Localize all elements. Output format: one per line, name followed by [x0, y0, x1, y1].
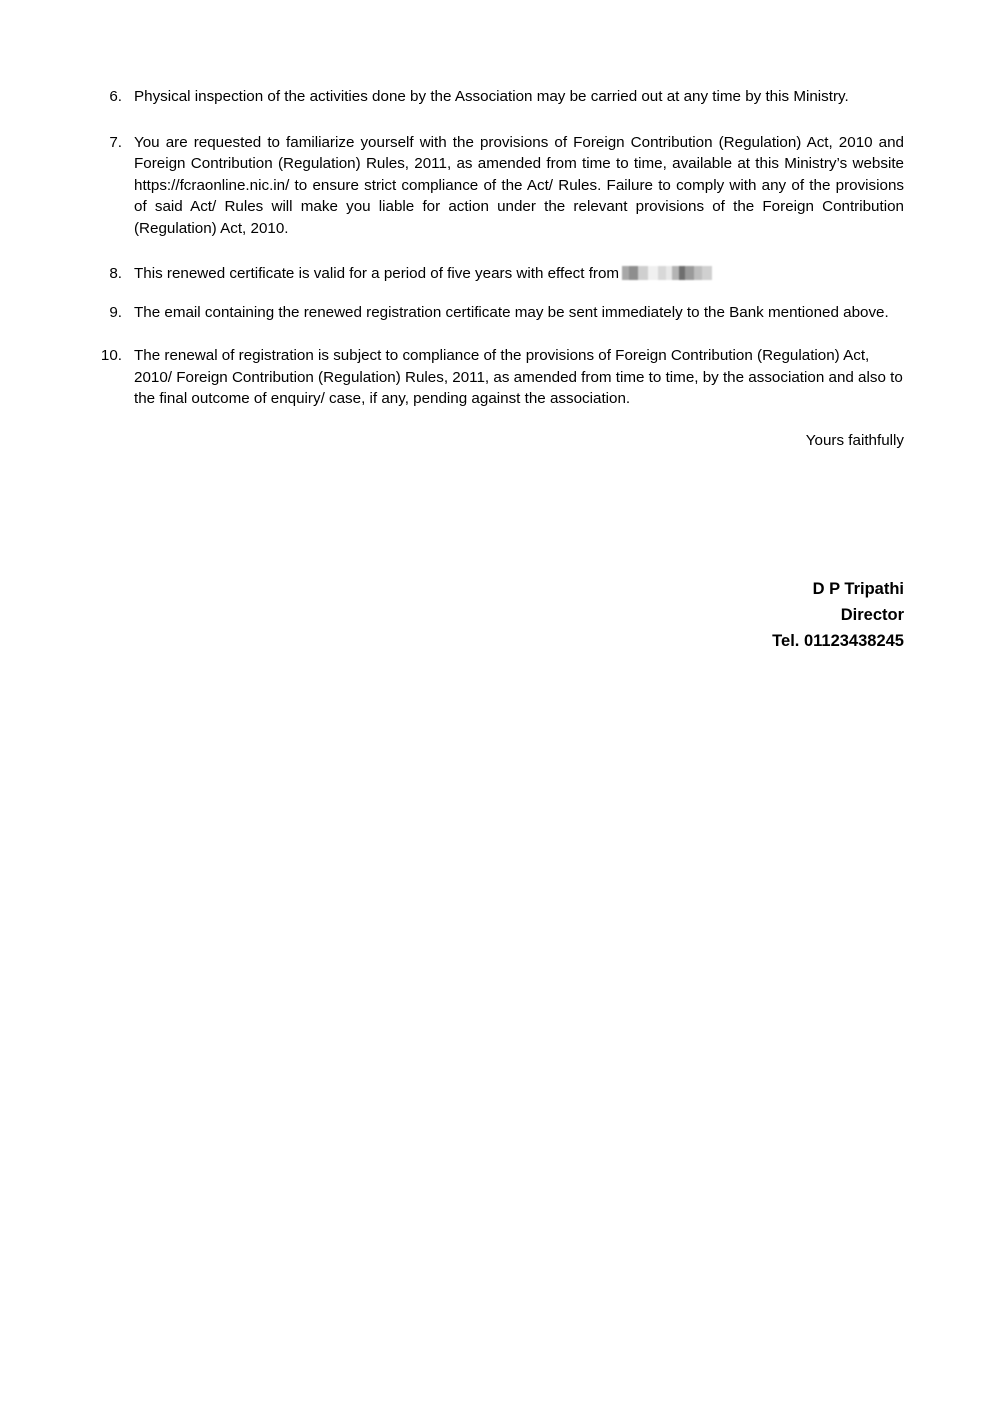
clause-text-7: You are requested to familiarize yourself with the provisions of Foreign Contribution (Regulation) Act, 2010 and Foreign Contribution (Regulation) Rules, 2011, as amended from time to time, available at this Ministry’s website https://fcraonline.nic.in/ to ensure strict compliance of the Act/ Rules. Failure to comply with any of the provisions of said Act/ Rules will make you liable for action under the relevant provisions of the Foreign Contribution (Regulation) Act, 2010.	[134, 133, 904, 237]
closing-salutation: Yours faithfully	[805, 431, 904, 449]
clause-number-10: 10.	[100, 347, 122, 364]
signatory-designation: Director	[840, 606, 904, 624]
clause-item-10	[88, 345, 904, 410]
signature-block	[88, 576, 904, 654]
clause-text-9: The email containing the renewed registration certificate may be sent immediately to the Bank mentioned above.	[134, 303, 889, 321]
clause-number-8: 8.	[109, 265, 122, 282]
signatory-name: D P Tripathi	[812, 580, 904, 598]
clause-item-8	[88, 263, 904, 285]
signatory-telephone: Tel. 01123438245	[772, 632, 904, 650]
clause-number-6: 6.	[109, 88, 122, 105]
clause-item-6	[88, 86, 904, 108]
clause-text-10: The renewal of registration is subject to compliance of the provisions of Foreign Contribution (Regulation) Act, 2010/ Foreign Contribution (Regulation) Rules, 2011, as amended from time to time, by the association and also to the final outcome of enquiry/ case, if any, pending against the association.	[134, 347, 903, 407]
clause-number-7: 7.	[109, 133, 122, 151]
clause-text-6: Physical inspection of the activities done by the Association may be carried out at any time by this Ministry.	[134, 88, 849, 105]
clause-item-7	[88, 132, 904, 240]
clause-item-9	[88, 302, 904, 324]
clause-text-8	[134, 263, 904, 285]
clause-number-9: 9.	[109, 303, 122, 321]
document-body	[88, 86, 904, 451]
clause-text-8-body: This renewed certificate is valid for a period of five years with effect from	[134, 265, 620, 282]
redacted-date-block	[622, 266, 712, 280]
